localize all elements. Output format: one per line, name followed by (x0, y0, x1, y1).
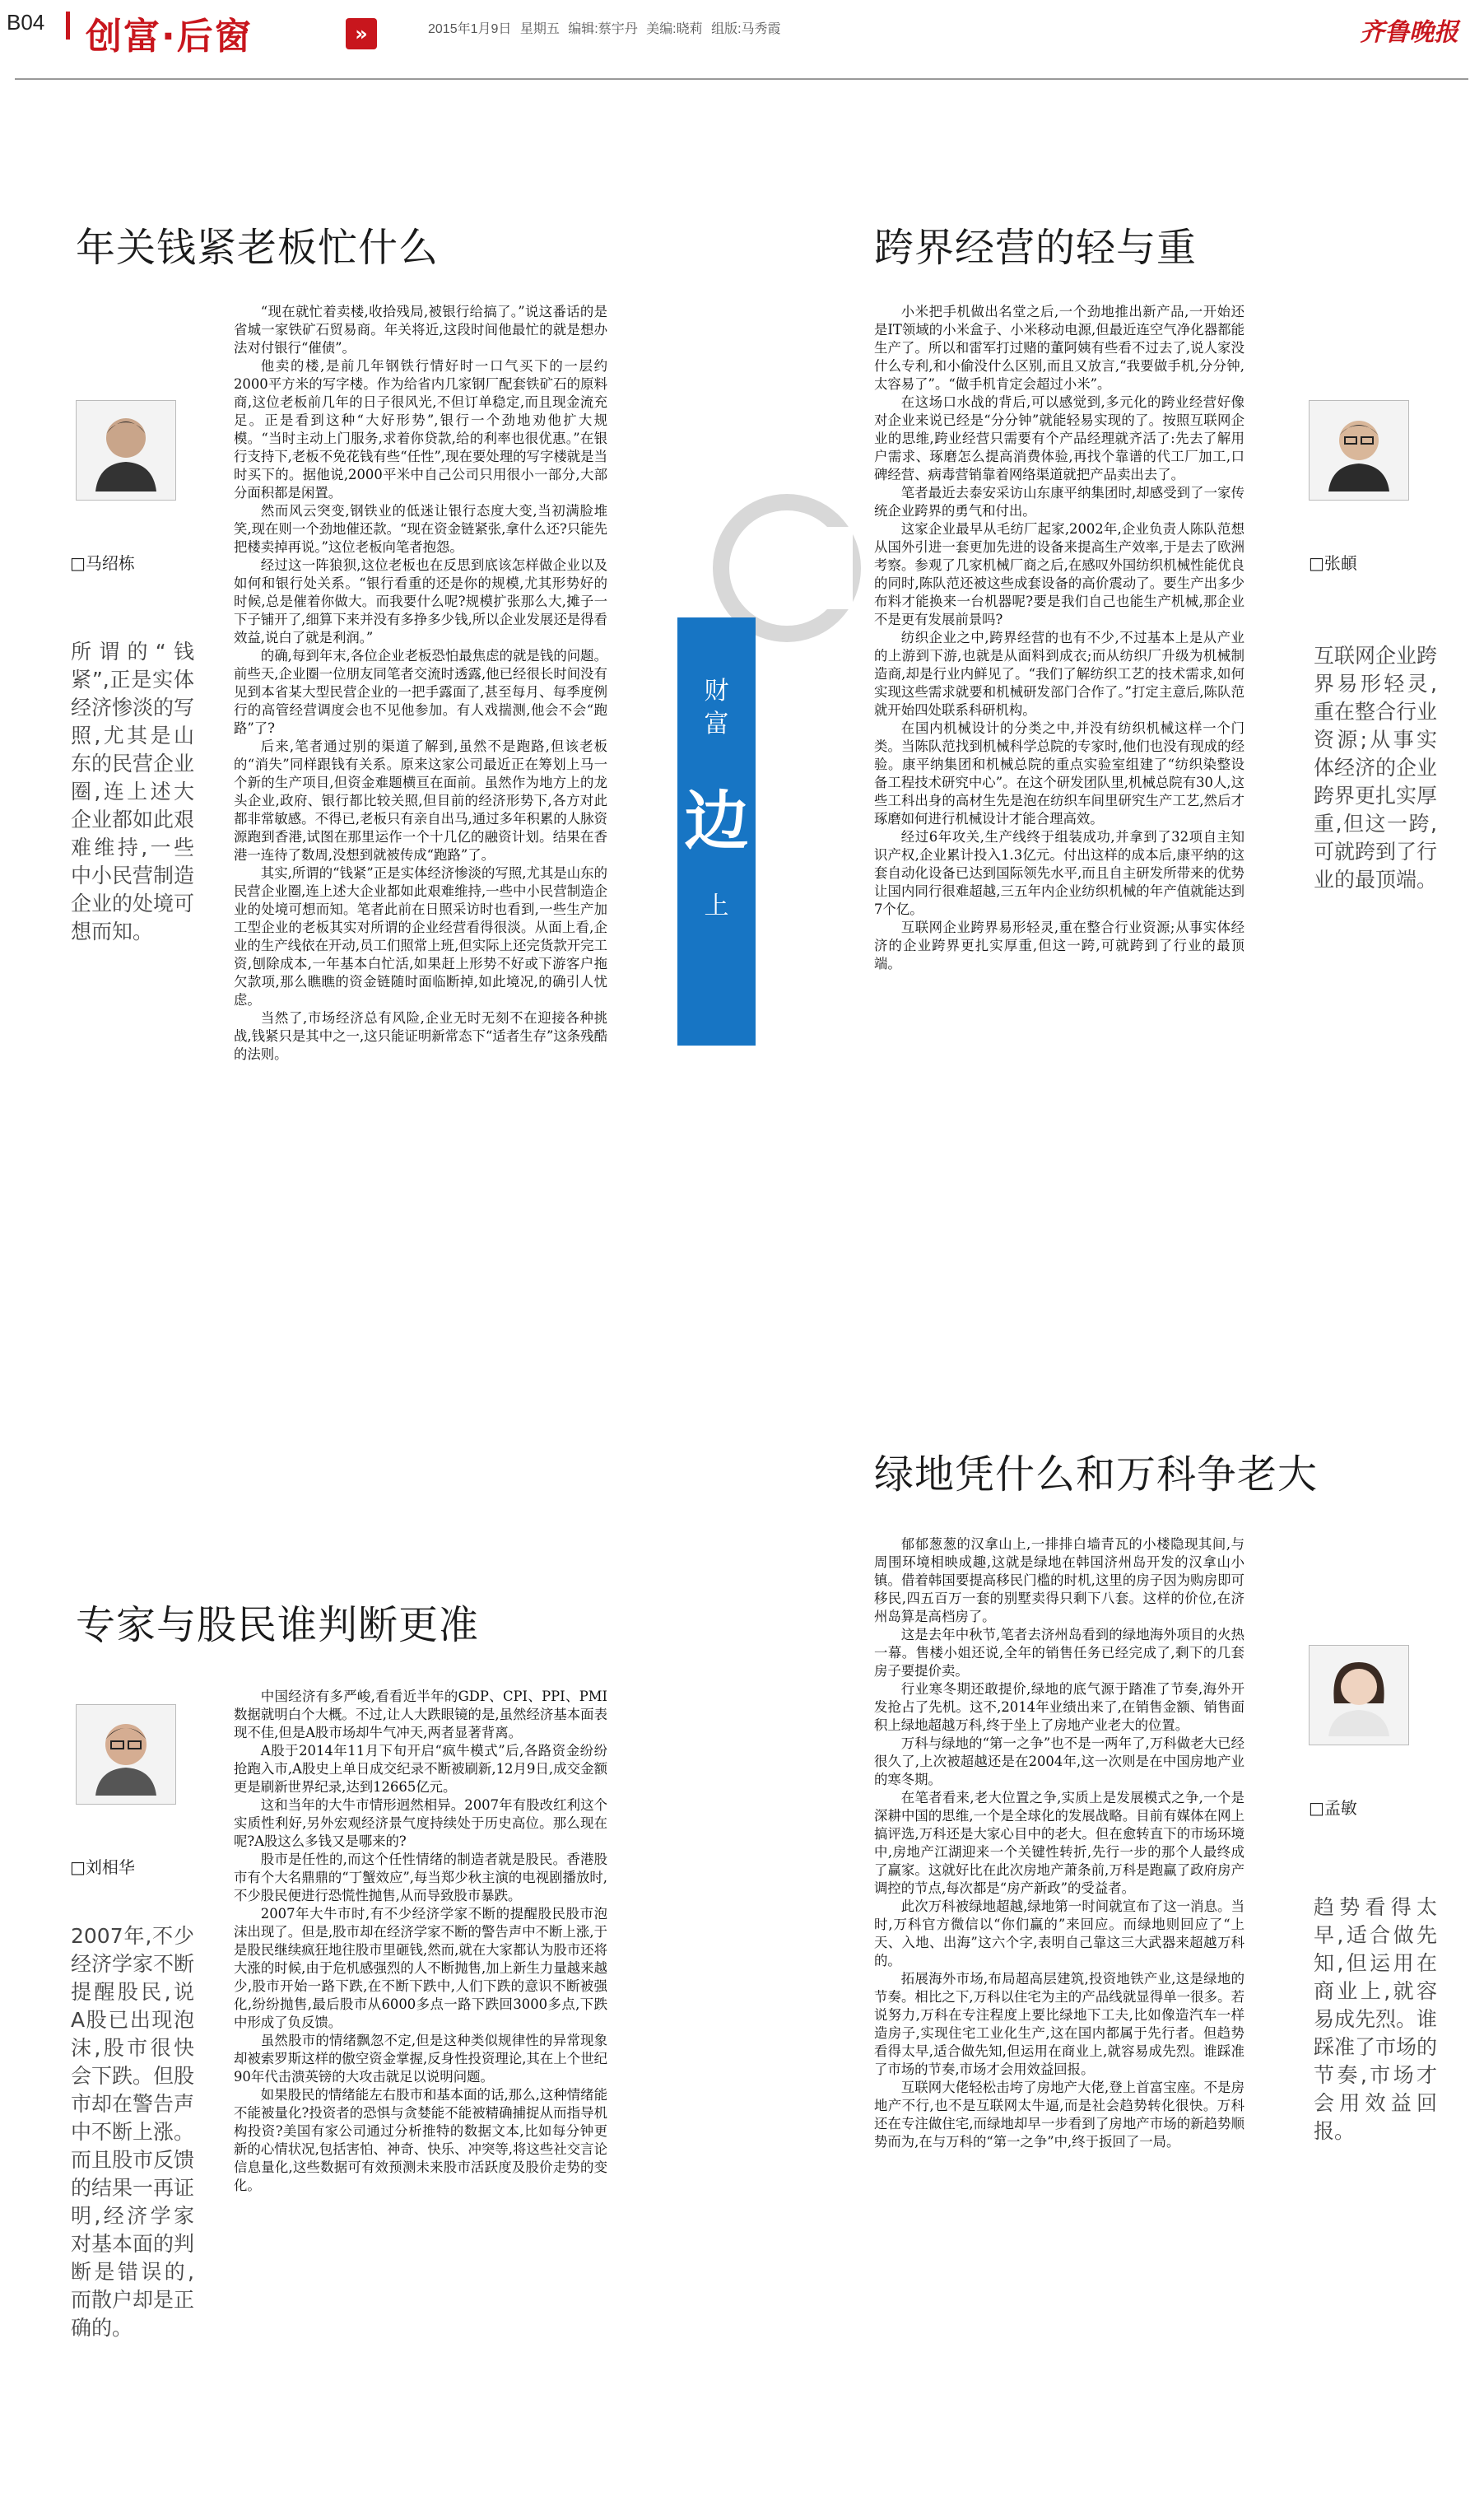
body-paragraph: 的确,每到年末,各位企业老板恐怕最焦虑的就是钱的问题。前些天,企业圈一位朋友同笔者交流时透露,他已经很长时间没有见到本省某大型民营企业的一把手露面了,甚至每月、每季度例行的高管经营调度会也不见他参加。有人戏揣测,他会不会“跑路”了? (234, 648, 607, 736)
body-paragraph: 虽然股市的情绪飘忽不定,但是这种类似规律性的异常现象却被索罗斯这样的傲空资金掌握,反身性投资理论,其在上个世纪90年代击溃英镑的大攻击就足以说明问题。 (234, 2033, 607, 2085)
person-avatar-icon (1322, 409, 1396, 491)
article-title: 专家与股民谁判断更准 (76, 1602, 480, 1648)
body-paragraph: 郁郁葱葱的汉拿山上,一排排白墙青瓦的小楼隐现其间,与周围环境相映成趣,这就是绿地在韩国济州岛开发的汉拿山小镇。借着韩国要提高移民门槛的时机,这里的房子因为购房即可移民,四五百万一套的别墅卖得只剩下八套。这样的价位,在济州岛算是高档房了。 (874, 1536, 1244, 1624)
body-paragraph: 此次万科被绿地超越,绿地第一时间就宣布了这一消息。当时,万科官方微信以“你们赢的”来回应。而绿地则回应了“上天、入地、出海”这六个字,表明自己靠这三大武器来超越万科的。 (874, 1898, 1244, 1968)
body-paragraph: 这是去年中秋节,笔者去济州岛看到的绿地海外项目的火热一幕。售楼小姐还说,全年的销售任务已经完成了,剩下的几套房子要提价卖。 (874, 1627, 1244, 1679)
column-badge (677, 617, 756, 1046)
person-avatar-icon (89, 1713, 163, 1796)
author-photo (76, 400, 176, 501)
body-paragraph: 在国内机械设计的分类之中,并没有纺织机械这样一个门类。当陈队范找到机械科学总院的专家时,他们也没有现成的经验。康平纳集团和机械总院的重点实验室组建了“纺织染整设备工程技术研究中心”。在这个研发团队里,机械总院有30人,这些工科出身的高材生先是泡在纺织车间里研究生产工艺,然后才琢磨如何进行机械设计才能合理高效。 (874, 720, 1244, 827)
badge-text-2: 富 (704, 710, 729, 738)
header-rule (15, 78, 1468, 80)
article-body (234, 1688, 607, 2195)
issue-meta: 2015年1月9日 星期五 编辑:蔡宇丹 美编:晓莉 组版:马秀霞 (428, 22, 781, 36)
badge-big-char: 边 (684, 785, 749, 859)
section-title: 创富·后窗 (86, 16, 253, 58)
body-paragraph: 在笔者看来,老大位置之争,实质上是发展模式之争,一个是深耕中国的思维,一个是全球化的发展战略。目前有媒体在网上搞评选,万科还是大家心目中的老大。但在愈转直下的市场环境中,房地产江湖迎来一个关键性转折,先行一步的那个人最终成了赢家。这就好比在此次房地产萧条前,万科是跑赢了政府房产调控的节点,每次都是“房产新政”的受益者。 (874, 1790, 1244, 1896)
pull-quote: 所谓的“钱紧”,正是实体经济惨淡的写照,尤其是山东的民营企业圈,连上述大企业都如此艰难维持,一些中小民营制造企业的处境可想而知。 (71, 640, 195, 943)
article-body (874, 1535, 1244, 2151)
body-paragraph: 经过这一阵狼狈,这位老板也在反思到底该怎样做企业以及如何和银行处关系。“银行看重的还是你的规模,尤其形势好的时候,总是催着你做大。而我要什么呢?规模扩张那么大,摊子一下子铺开了,细算下来并没有多挣多少钱,所以企业发展还是得看效益,说白了就是利润。” (234, 557, 607, 645)
article-title: 绿地凭什么和万科争老大 (874, 1451, 1319, 1498)
author-photo (1309, 400, 1409, 501)
body-paragraph: 小米把手机做出名堂之后,一个劲地推出新产品,一开始还是IT领域的小米盒子、小米移动电源,但最近连空气净化器都能生产了。所以和雷军打过赌的董阿姨有些看不过去了,说人家没什么专利,和小偷没什么区别,而且又放言,“我要做手机,分分钟,太容易了”。“做手机肯定会超过小米”。 (874, 304, 1244, 392)
body-paragraph: 中国经济有多严峻,看看近半年的GDP、CPI、PPI、PMI数据就明白个大概。不过,让人大跌眼镜的是,虽然经济基本面表现不佳,但是A股市场却牛气冲天,两者显著背离。 (234, 1689, 607, 1740)
body-paragraph: 行业寒冬期还敢提价,绿地的底气源于踏准了节奏,海外开发抢占了先机。这不,2014年业绩出来了,在销售金额、销售面积上绿地超越万科,终于坐上了房地产业老大的位置。 (874, 1681, 1244, 1733)
author-photo (1309, 1645, 1409, 1745)
author-byline: □刘相华 (70, 1857, 135, 1877)
body-paragraph: 2007年大牛市时,有不少经济学家不断的提醒股民股市泡沫出现了。但是,股市却在经济学家不断的警告声中不断上涨,于是股民继续疯狂地往股市里砸钱,然而,就在大家都认为股市还将大涨的时候,由于危机感强烈的人不断抛售,加上新生力量越来越少,股市开始一路下跌,在不断下跌中,人们下跌的意识不断被强化,纷纷抛售,最后股市从6000多点一路下跌回3000多点,下跌中形成了负反馈。 (234, 1906, 607, 2030)
author-photo (76, 1704, 176, 1805)
body-paragraph: 经过6年攻关,生产线终于组装成功,并拿到了32项自主知识产权,企业累计投入1.3亿元。付出这样的成本后,康平纳的这套自动化设备已达到国际领先水平,而且自主研发所带来的优势让国内同行很难超越,三五年内企业纺织机械的年产值就能达到7个亿。 (874, 829, 1244, 917)
author-byline: □孟敏 (1309, 1798, 1357, 1818)
article-title: 跨界经营的轻与重 (874, 225, 1198, 271)
body-paragraph: 纺织企业之中,跨界经营的也有不少,不过基本上是从产业的上游到下游,也就是从面料到成衣;而从纺织厂升级为机械制造商,却是行业内鲜见了。“我们了解纺织工艺的技术需求,如何实现这些需求就要和机械研发部门合作了。”打定主意后,陈队范就开始四处联系科研机构。 (874, 630, 1244, 718)
author-byline: □马绍栋 (70, 553, 135, 573)
pull-quote: 趋势看得太早,适合做先知,但运用在商业上,就容易成先烈。谁踩准了市场的节奏,市场才会用效益回报。 (1314, 1895, 1438, 2143)
body-paragraph: “现在就忙着卖楼,收拾残局,被银行给搞了。”说这番话的是省城一家铁矿石贸易商。年关将近,这段时间他最忙的就是想办法对付银行“催债”。 (234, 304, 607, 356)
article-body (874, 303, 1244, 973)
body-paragraph: 这和当年的大牛市情形迥然相异。2007年有股改红利这个实质性利好,另外宏观经济景气度持续处于历史高位。那么现在呢?A股这么多钱又是哪来的? (234, 1797, 607, 1849)
body-paragraph: 笔者最近去泰安采访山东康平纳集团时,却感受到了一家传统企业跨界的勇气和付出。 (874, 485, 1244, 519)
body-paragraph: 然而风云突变,钢铁业的低迷让银行态度大变,当初满脸堆笑,现在则一个劲地催还款。“现在资金链紧张,拿什么还?只能先把楼卖掉再说。”这位老板向笔者抱怨。 (234, 503, 607, 555)
body-paragraph: 后来,笔者通过别的渠道了解到,虽然不是跑路,但该老板的“消失”同样跟钱有关系。原来这家公司最近正在筹划上马一个新的生产项目,但资金难题横亘在面前。虽然作为地方上的龙头企业,政府、银行都比较关照,但目前的经济形势下,各方对此都非常敏感。不得已,老板只有亲自出马,通过多年积累的人脉资源跑到香港,试图在那里运作一个十几亿的融资计划。结果在香港一连待了数周,没想到就被传成“跑路”了。 (234, 738, 607, 863)
body-paragraph: 当然了,市场经济总有风险,企业无时无刻不在迎接各种挑战,钱紧只是其中之一,这只能证明新常态下“适者生存”这条残酷的法则。 (234, 1010, 607, 1062)
body-paragraph: 其实,所谓的“钱紧”正是实体经济惨淡的写照,尤其是山东的民营企业圈,连上述大企业都如此艰难维持,一些中小民营制造企业的处境可想而知。笔者此前在日照采访时也看到,一些生产加工型企业的老板其实对所谓的企业经营看得很淡。从面上看,企业的生产线依在开动,员工们照常上班,但实际上还完货款开完工资,刨除成本,一年基本白忙活,如果赶上形势不好或下游客户拖欠款项,那么瞧瞧的资金链随时面临断掉,如此境况,的确引人忧虑。 (234, 865, 607, 1008)
body-paragraph: A股于2014年11月下旬开启“疯牛模式”后,各路资金纷纷抢跑入市,A股史上单日成交纪录不断被刷新,12月9日,成交金额更是刷新世界纪录,达到12665亿元。 (234, 1743, 607, 1795)
body-paragraph: 如果股民的情绪能左右股市和基本面的话,那么,这种情绪能不能被量化?投资者的恐惧与贪婪能不能被精确捕捉从而指导机构投资?美国有家公司通过分析推特的数据文本,比如每分钟更新的心情状况,包括害怕、神奇、快乐、冲突等,将这些社交言论信息量化,这些数据可有效预测未来股市活跃度及股价走势的变化。 (234, 2087, 607, 2193)
article-body (234, 303, 607, 1064)
badge-text-3: 上 (704, 892, 729, 920)
pull-quote: 2007年,不少经济学家不断提醒股民,说A股已出现泡沫,股市很快会下跌。但股市却在警告声中不断上涨。而且股市反馈的结果一再证明,经济学家对基本面的判断是错误的,而散户却是正确的。 (71, 1924, 195, 2340)
body-paragraph: 互联网大佬轻松击垮了房地产大佬,登上首富宝座。不是房地产不行,也不是互联网太牛逼,而是社会趋势转化很快。万科还在专注做住宅,而绿地却早一步看到了房地产市场的新趋势顺势而为,在与万科的“第一之争”中,终于扳回了一局。 (874, 2080, 1244, 2150)
header-divider (66, 12, 70, 40)
person-avatar-icon (89, 409, 163, 491)
pull-quote: 互联网企业跨界易形轻灵,重在整合行业资源;从事实体经济的企业跨界更扎实厚重,但这一跨,可就跨到了行业的最顶端。 (1314, 644, 1438, 892)
body-paragraph: 在这场口水战的背后,可以感觉到,多元化的跨业经营好像对企业来说已经是“分分钟”就能轻易实现的了。按照互联网企业的思维,跨业经营只需要有个产品经理就齐活了:先去了解用户需求、琢磨怎么提高消费体验,再找个靠谱的代工厂加工,口碑经营、病毒营销靠着网络渠道就把产品卖出去了。 (874, 394, 1244, 482)
double-chevron-right-icon: » (346, 18, 377, 49)
body-paragraph: 这家企业最早从毛纺厂起家,2002年,企业负责人陈队范想从国外引进一套更加先进的设备来提高生产效率,于是去了欧洲考察。参观了几家机械厂商之后,在感叹外国纺织机械性能优良的同时,陈队范还被这些成套设备的高价震动了。要生产出多少布料才能换来一台机器呢?要是我们自己也能生产机械,那企业不是更有发展前景吗? (874, 521, 1244, 627)
body-paragraph: 互联网企业跨界易形轻灵,重在整合行业资源;从事实体经济的企业跨界更扎实厚重,但这一跨,可就跨到了行业的最顶端。 (874, 920, 1244, 971)
page-number: B04 (7, 10, 45, 35)
body-paragraph: 股市是任性的,而这个任性情绪的制造者就是股民。香港股市有个大名鼎鼎的“丁蟹效应”,每当郑少秋主演的电视剧播放时,不少股民便进行恐慌性抛售,从而导致股市暴跌。 (234, 1852, 607, 1903)
newspaper-logo: 齐鲁晚报 (1360, 18, 1458, 47)
badge-text-1: 财 (704, 677, 729, 706)
body-paragraph: 他卖的楼,是前几年钢铁行情好时一口气买下的一层约2000平方米的写字楼。作为给省内几家钢厂配套铁矿石的原料商,这位老板前几年的日子很风光,不但订单稳定,而且现金流充足。正是看到这种“大好形势”,银行一个劲地劝他扩大规模。“当时主动上门服务,求着你贷款,给的利率也很优惠。”在银行支持下,老板不免花钱有些“任性”,现在要处理的写字楼就是当时买下的。据他说,2000平米中自己公司只用很小一部分,大部分面积都是闲置。 (234, 358, 607, 501)
article-title: 年关钱紧老板忙什么 (76, 225, 440, 271)
person-avatar-icon (1322, 1654, 1396, 1736)
body-paragraph: 拓展海外市场,布局超高层建筑,投资地铁产业,这是绿地的节奏。相比之下,万科以住宅为主的产品线就显得单一很多。若说努力,万科在专注程度上要比绿地下工夫,比如像造汽车一样造房子,实现住宅工业化生产,这在国内都属于先行者。但趋势看得太早,适合做先知,但运用在商业上,就容易成先烈。谁踩准了市场的节奏,市场才会用效益回报。 (874, 1971, 1244, 2077)
body-paragraph: 万科与绿地的“第一之争”也不是一两年了,万科做老大已经很久了,上次被超越还是在2004年,这一次则是在中国房地产业的寒冬期。 (874, 1735, 1244, 1787)
author-byline: □张頔 (1309, 553, 1357, 573)
